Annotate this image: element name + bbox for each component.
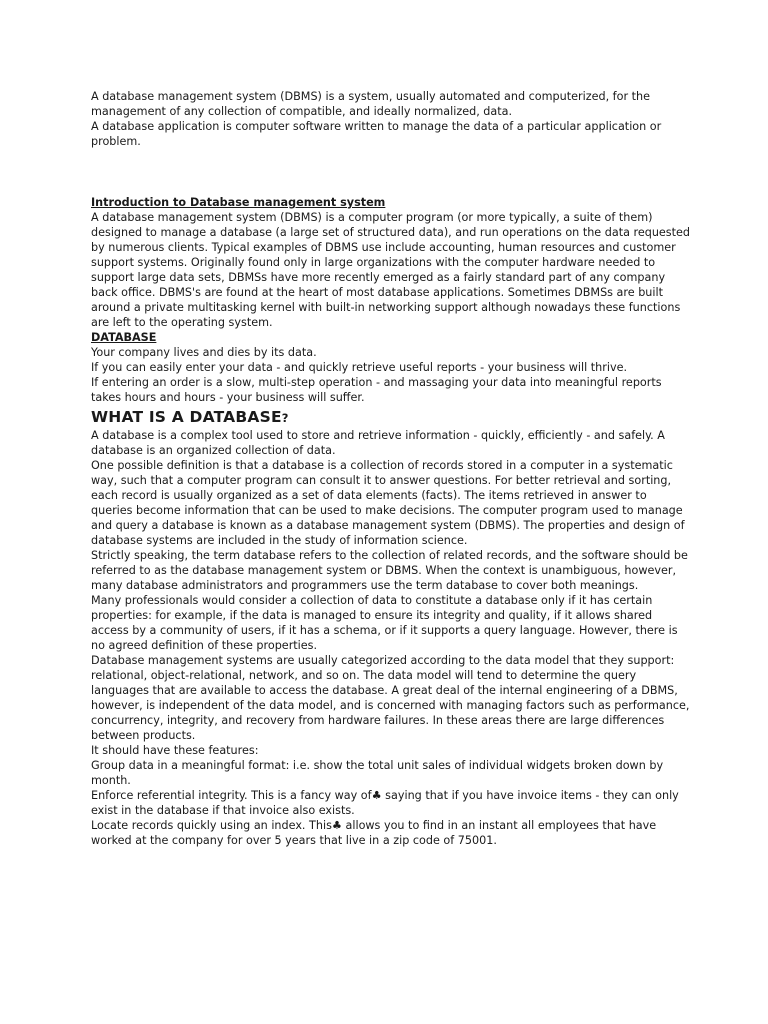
section-heading-what-is-database [91, 407, 691, 428]
heading-text: WHAT IS A DATABASE [91, 408, 282, 426]
section2-paragraph-1: Your company lives and dies by its data. [91, 346, 317, 359]
feature-item-1: Group data in a meaningful format: i.e. show the total unit sales of individual widgets broken down by month. [91, 759, 664, 787]
feature-item-2: Enforce referential integrity. This is a fancy way of♣ saying that if you have invoice items - they can only exist in the database if that invoice also exists. [91, 789, 679, 817]
section1-paragraph-1: A database management system (DBMS) is a computer program (or more typically, a suite of them) designed to manage a database (a large set of structured data), and run operations on the data requested by numerous clients. Typical examples of DBMS use include accounting, human resources and customer support systems. Originally found only in large organizations with the computer hardware needed to support large data sets, DBMSs have more recently emerged as a fairly standard part of any company back office. DBMS's are found at the heart of most database applications. Sometimes DBMSs are built around a private multitasking kernel with built-in networking support although nowadays these functions are left to the operating system. [91, 211, 691, 329]
feature-item-3: Locate records quickly using an index. This♣ allows you to find in an instant all employees that have worked at the company for over 5 years that live in a zip code of 75001. [91, 819, 657, 847]
section3-paragraph-2: One possible definition is that a database is a collection of records stored in a computer in a systematic way, such that a computer program can consult it to answer questions. For better retrieval and sorting, each record is usually organized as a set of data elements (facts). The items retrieved in answer to queries become information that can be used to make decisions. The computer program used to manage and query a database is known as a database management system (DBMS). The properties and design of database systems are included in the study of information science. [91, 459, 685, 547]
section3-paragraph-5: Database management systems are usually categorized according to the data model that they support: relational, object-relational, network, and so on. The data model will tend to determine the query languages that are available to access the database. A great deal of the internal engineering of a DBMS, however, is independent of the data model, and is concerned with managing factors such as performance, concurrency, integrity, and recovery from hardware failures. In these areas there are large differences between products. [91, 654, 690, 742]
spacer [91, 149, 691, 195]
section-heading-intro-dbms: Introduction to Database management system [91, 196, 386, 209]
section2-paragraph-3: If entering an order is a slow, multi-step operation - and massaging your data into meaningful reports takes hours and hours - your business will suffer. [91, 376, 662, 404]
intro-paragraph-1: A database management system (DBMS) is a system, usually automated and computerized, for the management of any collection of compatible, and ideally normalized, data. [91, 90, 650, 118]
heading-suffix: ? [281, 411, 289, 425]
document-page [91, 89, 691, 848]
section-heading-database: DATABASE [91, 331, 157, 344]
section3-paragraph-6: It should have these features: [91, 744, 259, 757]
intro-paragraph-2: A database application is computer software written to manage the data of a particular application or problem. [91, 120, 662, 148]
section3-paragraph-4: Many professionals would consider a collection of data to constitute a database only if it has certain properties: for example, if the data is managed to ensure its integrity and quality, if it allows shared access by a community of users, if it has a schema, or if it supports a query language. However, there is no agreed definition of these properties. [91, 594, 678, 652]
section3-paragraph-1: A database is a complex tool used to store and retrieve information - quickly, efficiently - and safely. A database is an organized collection of data. [91, 429, 665, 457]
section2-paragraph-2: If you can easily enter your data - and quickly retrieve useful reports - your business will thrive. [91, 361, 628, 374]
section3-paragraph-3: Strictly speaking, the term database refers to the collection of related records, and the software should be referred to as the database management system or DBMS. When the context is unambiguous, however, many database administrators and programmers use the term database to cover both meanings. [91, 549, 688, 592]
